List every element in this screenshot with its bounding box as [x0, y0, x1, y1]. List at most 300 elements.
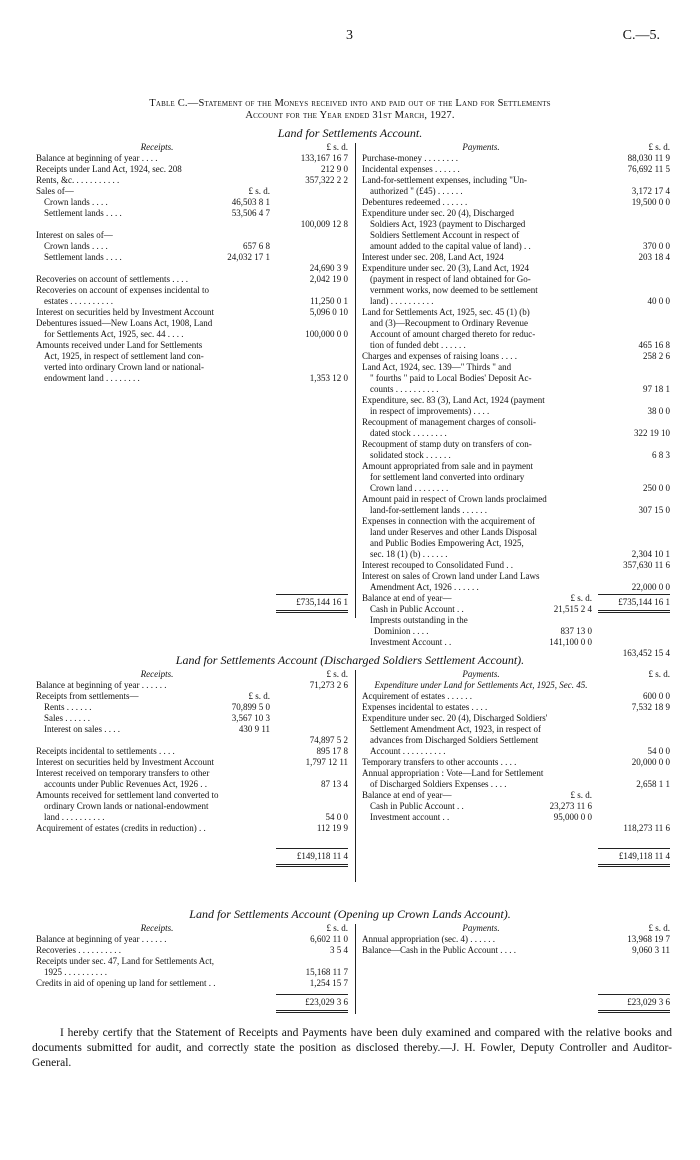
table-row	[362, 340, 670, 351]
row-amount: 357,630 11 6	[623, 560, 670, 570]
row-label: Sales . . . . . .	[44, 713, 90, 723]
row-amount: 307 15 0	[638, 505, 670, 515]
table-row	[362, 483, 670, 494]
row-label: Debentures issued—New Loans Act, 1908, Land	[36, 318, 213, 328]
payments-header-row	[362, 669, 670, 680]
row-label: Soldiers Act, 1923 (payment to Discharged	[370, 219, 526, 229]
section1-receipts-table	[36, 142, 348, 384]
row-label: endowment land . . . . . . . .	[44, 373, 140, 383]
table-row	[362, 285, 670, 296]
row-amount: 370 0 0	[643, 241, 670, 251]
row-amount: 112 19 9	[316, 823, 348, 833]
row-amount: 5,096 0 10	[309, 307, 348, 317]
row-amount: 6,602 11 0	[310, 934, 348, 944]
row-label: Balance at end of year—	[362, 790, 452, 800]
row-amount: 38 0 0	[647, 406, 670, 416]
row-label: Receipts under sec. 47, Land for Settlements Act,	[36, 956, 214, 966]
row-amount: 895 17 8	[316, 746, 348, 756]
payments-header-row	[362, 142, 670, 153]
table-row	[36, 285, 348, 296]
row-amount: 600 0 0	[643, 691, 670, 701]
table-row	[362, 812, 670, 823]
payments-column-heading: Payments.	[462, 923, 500, 933]
table-row	[36, 746, 348, 757]
section1-total-receipts-double-rule	[276, 610, 348, 613]
row-subamount: 430 9 11	[238, 724, 270, 734]
table-row	[36, 307, 348, 318]
table-row	[362, 713, 670, 724]
table-row	[362, 384, 670, 395]
row-label: counts . . . . . . . . . .	[370, 384, 439, 394]
row-label: Account . . . . . . . . . .	[370, 746, 446, 756]
row-label: Receipts incidental to settlements . . . .	[36, 746, 175, 756]
section3-total-receipts: £23,029 3 6	[305, 997, 348, 1007]
row-label: 1925 . . . . . . . . . .	[44, 967, 107, 977]
row-label: authorized " (£45) . . . . . .	[370, 186, 463, 196]
row-label: of Discharged Soldiers Expenses . . . .	[370, 779, 507, 789]
table-row	[36, 186, 348, 197]
currency-header: £ s. d.	[326, 923, 348, 933]
table-row	[36, 241, 348, 252]
row-label: Imprests outstanding in the	[370, 615, 468, 625]
table-row	[362, 494, 670, 505]
table-row	[362, 538, 670, 549]
table-row	[362, 934, 670, 945]
row-label: in respect of improvements) . . . .	[370, 406, 490, 416]
table-row	[362, 307, 670, 318]
table-row	[36, 724, 348, 735]
row-label: Recoveries on account of expenses incidental to	[36, 285, 209, 295]
table-row	[362, 724, 670, 735]
row-subamount: 95,000 0 0	[553, 812, 592, 822]
table-row	[362, 735, 670, 746]
row-label: Interest on securities held by Investment Account	[36, 307, 214, 317]
row-label: " fourths " paid to Local Bodies' Deposit Ac-	[370, 373, 532, 383]
section2-total-receipts-rule	[276, 848, 348, 849]
row-amount: 13,968 19 7	[627, 934, 670, 944]
section2-divider	[355, 670, 356, 882]
row-label: Balance at beginning of year . . . . . .	[36, 680, 167, 690]
table-row	[36, 934, 348, 945]
row-label: Interest on securities held by Investment Account	[36, 757, 214, 767]
table-row	[362, 527, 670, 538]
table-row	[36, 823, 348, 834]
table-row	[362, 186, 670, 197]
row-subamount: £ s. d.	[248, 691, 270, 701]
table-row	[362, 582, 670, 593]
section2-heading: Land for Settlements Account (Discharged Soldiers Settlement Account).	[175, 653, 525, 667]
row-label: advances from Discharged Soldiers Settlement	[370, 735, 539, 745]
row-label: Amounts received under Land for Settlements	[36, 340, 203, 350]
row-subamount: 70,899 5 0	[231, 702, 270, 712]
row-amount: 87 13 4	[321, 779, 348, 789]
row-label: Act, 1925, in respect of settlement land con-	[44, 351, 204, 361]
row-label: Land Act, 1924, sec. 139—" Thirds " and	[362, 362, 512, 372]
table-row	[36, 801, 348, 812]
row-label: Charges and expenses of raising loans . . . .	[362, 351, 518, 361]
row-amount: 250 0 0	[643, 483, 670, 493]
table-row	[362, 439, 670, 450]
row-label: land under Reserves and other Lands Disposal	[370, 527, 537, 537]
section1-total-receipts: £735,144 16 1	[296, 597, 348, 607]
table-row	[36, 779, 348, 790]
section2-total-receipts-double-rule	[276, 864, 348, 867]
row-label: and Public Bodies Empowering Act, 1925,	[370, 538, 524, 548]
row-label: Investment Account . .	[370, 637, 452, 647]
row-amount: 3 5 4	[330, 945, 348, 955]
section3-total-payments: £23,029 3 6	[627, 997, 670, 1007]
row-label: Expenses in connection with the acquirement of	[362, 516, 535, 526]
row-label: Debentures redeemed . . . . . .	[362, 197, 468, 207]
row-label: Rents, &c. . . . . . . . . . .	[36, 175, 120, 185]
table-row	[36, 735, 348, 746]
row-subamount: 21,515 2 4	[553, 604, 592, 614]
table-row	[362, 263, 670, 274]
row-amount: 24,690 3 9	[309, 263, 348, 273]
row-amount: 54 0 0	[325, 812, 348, 822]
row-label: land) . . . . . . . . . .	[370, 296, 434, 306]
row-label: dated stock . . . . . . . .	[370, 428, 447, 438]
row-subamount: 23,273 11 6	[549, 801, 592, 811]
row-amount: 133,167 16 7	[300, 153, 348, 163]
row-label: sec. 18 (1) (b) . . . . . .	[370, 549, 448, 559]
section3-divider	[355, 924, 356, 1014]
section1-total-payments-rule	[598, 594, 670, 595]
section2-total-payments-double-rule	[598, 864, 670, 867]
row-label: Recoveries on account of settlements . . . .	[36, 274, 188, 284]
receipts-column-heading: Receipts.	[140, 142, 174, 152]
section1-heading: Land for Settlements Account.	[277, 126, 423, 140]
table-row	[362, 560, 670, 571]
row-label: and (3)—Recoupment to Ordinary Revenue	[370, 318, 528, 328]
section3-heading: Land for Settlements Account (Opening up Crown Lands Account).	[189, 907, 511, 921]
table-row	[36, 263, 348, 274]
currency-header: £ s. d.	[648, 669, 670, 679]
receipts-header-row	[36, 669, 348, 680]
row-label: Interest on sales . . . .	[44, 724, 120, 734]
row-amount: 40 0 0	[647, 296, 670, 306]
section3-payments-table	[362, 923, 670, 956]
row-amount: 100,009 12 8	[300, 219, 348, 229]
row-subamount: 3,567 10 3	[231, 713, 270, 723]
table-row	[362, 241, 670, 252]
row-label: Acquirement of estates . . . . . .	[362, 691, 472, 701]
section3-total-receipts-rule	[276, 994, 348, 995]
row-label: amount added to the capital value of land) . .	[370, 241, 531, 251]
row-amount: 54 0 0	[647, 746, 670, 756]
table-row	[362, 790, 670, 801]
table-row	[362, 296, 670, 307]
row-label: estates . . . . . . . . . .	[44, 296, 113, 306]
table-row	[36, 373, 348, 384]
row-label: Crown lands . . . .	[44, 197, 108, 207]
section2-total-receipts: £149,118 11 4	[296, 851, 348, 861]
table-row	[362, 823, 670, 834]
table-row	[362, 175, 670, 186]
table-row	[362, 691, 670, 702]
row-subamount: £ s. d.	[570, 790, 592, 800]
row-label: for settlement land converted into ordinary	[370, 472, 525, 482]
table-row	[362, 406, 670, 417]
table-row	[36, 790, 348, 801]
section3-total-payments-double-rule	[598, 1010, 670, 1013]
row-label: Crown land . . . . . . . .	[370, 483, 449, 493]
row-amount: 1,254 15 7	[309, 978, 348, 988]
row-amount: 357,322 2 2	[305, 175, 348, 185]
row-label: (payment in respect of land obtained for Go-	[370, 274, 531, 284]
payments-column-heading: Payments.	[462, 669, 500, 679]
row-amount: 100,000 0 0	[305, 329, 348, 339]
row-label: Interest under sec. 208, Land Act, 1924	[362, 252, 504, 262]
section2-receipts-table	[36, 669, 348, 834]
table-row	[362, 779, 670, 790]
row-label: tion of funded debt . . . . . .	[370, 340, 466, 350]
row-label: Settlement lands . . . .	[44, 208, 122, 218]
row-label: Crown lands . . . .	[44, 241, 108, 251]
currency-header: £ s. d.	[326, 669, 348, 679]
table-row	[36, 757, 348, 768]
receipts-column-heading: Receipts.	[140, 669, 174, 679]
table-row	[36, 702, 348, 713]
table-row	[36, 967, 348, 978]
table-row	[36, 956, 348, 967]
table-row	[36, 153, 348, 164]
row-label: Balance at beginning of year . . . .	[36, 153, 158, 163]
row-amount: 97 18 1	[643, 384, 670, 394]
row-label: Expenditure under sec. 20 (3), Land Act, 1924	[362, 263, 529, 273]
row-subamount: 837 13 0	[560, 626, 592, 636]
section2-total-payments: £149,118 11 4	[618, 851, 670, 861]
row-amount: 118,273 11 6	[623, 823, 670, 833]
row-label: Temporary transfers to other accounts . . . .	[362, 757, 517, 767]
table-row	[362, 351, 670, 362]
table-row	[36, 252, 348, 263]
table-row	[36, 768, 348, 779]
row-label: Settlement lands . . . .	[44, 252, 122, 262]
table-row	[36, 164, 348, 175]
row-subamount: 24,032 17 1	[227, 252, 270, 262]
table-row	[36, 713, 348, 724]
row-amount: 6 8 3	[652, 450, 670, 460]
row-label: Cash in Public Account . .	[370, 604, 464, 614]
row-amount: 212 9 0	[321, 164, 348, 174]
row-label: Land for Settlements Act, 1925, sec. 45 (1) (b)	[362, 307, 530, 317]
receipts-header-row	[36, 923, 348, 934]
table-row	[36, 362, 348, 373]
table-row	[362, 516, 670, 527]
table-row	[36, 680, 348, 691]
row-amount: 2,658 1 1	[636, 779, 670, 789]
row-label: ordinary Crown lands or national-endowment	[44, 801, 209, 811]
payments-subheading: Expenditure under Land for Settlements Act, 1925, Sec. 45.	[374, 680, 588, 690]
table-row	[36, 230, 348, 241]
row-label: Amount paid in respect of Crown lands proclaimed	[362, 494, 547, 504]
row-amount: 163,452 15 4	[622, 648, 670, 658]
row-amount: 20,000 0 0	[631, 757, 670, 767]
row-amount: 1,353 12 0	[309, 373, 348, 383]
table-row	[362, 615, 670, 626]
section2-total-payments-rule	[598, 848, 670, 849]
row-subamount: 46,503 8 1	[231, 197, 270, 207]
table-row	[362, 450, 670, 461]
table-row	[362, 461, 670, 472]
table-row	[362, 768, 670, 779]
currency-header: £ s. d.	[648, 142, 670, 152]
table-row	[36, 274, 348, 285]
table-row	[36, 691, 348, 702]
table-row	[362, 252, 670, 263]
payments-column-heading: Payments.	[462, 142, 500, 152]
row-label: Expenditure, sec. 83 (3), Land Act, 1924 (payment	[362, 395, 545, 405]
row-amount: 71,273 2 6	[309, 680, 348, 690]
row-subamount: £ s. d.	[248, 186, 270, 196]
table-row	[362, 230, 670, 241]
audit-certificate: I hereby certify that the Statement of Receipts and Payments have been duly examined and compared with the relative books and documents submitted for audit, and correctly state the position as disclosed thereby.—J. H. Fowler, Deputy Controller and Auditor-General.	[32, 1027, 672, 1069]
table-row	[362, 417, 670, 428]
row-amount: 2,304 10 1	[631, 549, 670, 559]
row-amount: 7,532 18 9	[631, 702, 670, 712]
section1-payments-table	[362, 142, 670, 659]
table-row	[36, 296, 348, 307]
row-label: Interest on sales of Crown land under Land Laws	[362, 571, 540, 581]
table-row	[362, 373, 670, 384]
table-title-line1: Table C.—Statement of the Moneys received into and paid out of the Land for Settlements	[149, 98, 551, 109]
section1-divider	[355, 143, 356, 618]
row-label: Account of amount charged thereto for reduc-	[370, 329, 536, 339]
section2-payments-table	[362, 669, 670, 834]
section1-total-payments-double-rule	[598, 610, 670, 613]
row-amount: 88,030 11 9	[627, 153, 670, 163]
row-subamount: 53,506 4 7	[231, 208, 270, 218]
table-row	[362, 219, 670, 230]
row-label: Receipts from settlements—	[36, 691, 139, 701]
row-label: Interest recouped to Consolidated Fund . .	[362, 560, 513, 570]
row-label: land . . . . . . . . . .	[44, 812, 105, 822]
table-row	[36, 175, 348, 186]
table-row	[362, 362, 670, 373]
row-amount: 1,797 12 11	[305, 757, 348, 767]
table-row	[362, 153, 670, 164]
table-row	[362, 395, 670, 406]
table-row	[36, 945, 348, 956]
table-row	[362, 428, 670, 439]
row-amount: 258 2 6	[643, 351, 670, 361]
page-reference: C.—5.	[622, 28, 660, 43]
table-row	[362, 505, 670, 516]
row-label: Settlement Amendment Act, 1923, in respect of	[370, 724, 541, 734]
table-row	[362, 329, 670, 340]
table-row	[36, 351, 348, 362]
row-amount: 74,897 5 2	[309, 735, 348, 745]
row-label: land-for-settlement lands . . . . . .	[370, 505, 488, 515]
row-label: Cash in Public Account . .	[370, 801, 464, 811]
row-label: Receipts under Land Act, 1924, sec. 208	[36, 164, 182, 174]
payments-header-row	[362, 923, 670, 934]
table-row	[362, 549, 670, 560]
row-amount: 322 19 10	[634, 428, 670, 438]
row-label: Dominion . . . .	[374, 626, 429, 636]
row-label: Sales of—	[36, 186, 74, 196]
row-label: Balance—Cash in the Public Account . . . .	[362, 945, 516, 955]
row-amount: 22,000 0 0	[631, 582, 670, 592]
table-title-line2: Account for the Year ended 31st March, 1927.	[245, 110, 455, 121]
table-row	[36, 812, 348, 823]
row-label: Purchase-money . . . . . . . .	[362, 153, 458, 163]
row-label: Incidental expenses . . . . . .	[362, 164, 460, 174]
payments-subheading-row	[362, 680, 670, 691]
section3-receipts-table	[36, 923, 348, 989]
row-label: Amendment Act, 1926 . . . . . .	[370, 582, 479, 592]
table-row	[362, 702, 670, 713]
receipts-column-heading: Receipts.	[140, 923, 174, 933]
row-label: Investment account . .	[370, 812, 450, 822]
table-row	[36, 208, 348, 219]
section3-total-payments-rule	[598, 994, 670, 995]
row-label: Soldiers Settlement Account in respect of	[370, 230, 520, 240]
row-label: Interest on sales of—	[36, 230, 113, 240]
row-label: solidated stock . . . . . .	[370, 450, 451, 460]
table-row	[36, 197, 348, 208]
row-label: Land-for-settlement expenses, including "Un-	[362, 175, 527, 185]
row-amount: 19,500 0 0	[631, 197, 670, 207]
table-row	[36, 340, 348, 351]
table-row	[36, 329, 348, 340]
table-row	[362, 472, 670, 483]
table-row	[362, 571, 670, 582]
currency-header: £ s. d.	[648, 923, 670, 933]
row-subamount: 657 6 8	[243, 241, 270, 251]
table-row	[362, 626, 670, 637]
table-row	[362, 801, 670, 812]
row-label: Amounts received for settlement land converted to	[36, 790, 219, 800]
table-row	[362, 274, 670, 285]
row-label: Balance at beginning of year . . . . . .	[36, 934, 167, 944]
table-row	[36, 978, 348, 989]
table-row	[362, 746, 670, 757]
row-amount: 2,042 19 0	[309, 274, 348, 284]
row-label: vernment works, now deemed to be settlement	[370, 285, 538, 295]
currency-header: £ s. d.	[326, 142, 348, 152]
row-label: Balance at end of year—	[362, 593, 452, 603]
row-label: Recoupment of stamp duty on transfers of con-	[362, 439, 532, 449]
row-label: Credits in aid of opening up land for settlement . .	[36, 978, 216, 988]
row-amount: 9,060 3 11	[632, 945, 670, 955]
row-amount: 203 18 4	[638, 252, 670, 262]
row-amount: 465 16 8	[638, 340, 670, 350]
row-label: verted into ordinary Crown land or national-	[44, 362, 204, 372]
row-label: Acquirement of estates (credits in reduction) . .	[36, 823, 206, 833]
table-row	[362, 208, 670, 219]
row-amount: 11,250 0 1	[310, 296, 348, 306]
table-row	[362, 318, 670, 329]
row-subamount: £ s. d.	[570, 593, 592, 603]
table-row	[362, 637, 670, 648]
row-amount: 76,692 11 5	[627, 164, 670, 174]
table-row	[362, 757, 670, 768]
row-label: Expenditure under sec. 20 (4), Discharged Soldiers'	[362, 713, 548, 723]
row-amount: 3,172 17 4	[631, 186, 670, 196]
row-label: Rents . . . . . .	[44, 702, 92, 712]
receipts-header-row	[36, 142, 348, 153]
row-label: accounts under Public Revenues Act, 1926 . .	[44, 779, 207, 789]
page-number: 3	[346, 28, 353, 43]
row-label: Annual appropriation : Vote—Land for Settlement	[362, 768, 544, 778]
table-row	[36, 318, 348, 329]
row-label: Annual appropriation (sec. 4) . . . . . .	[362, 934, 495, 944]
table-row	[362, 945, 670, 956]
row-label: Expenses incidental to estates . . . .	[362, 702, 488, 712]
table-row	[36, 219, 348, 230]
